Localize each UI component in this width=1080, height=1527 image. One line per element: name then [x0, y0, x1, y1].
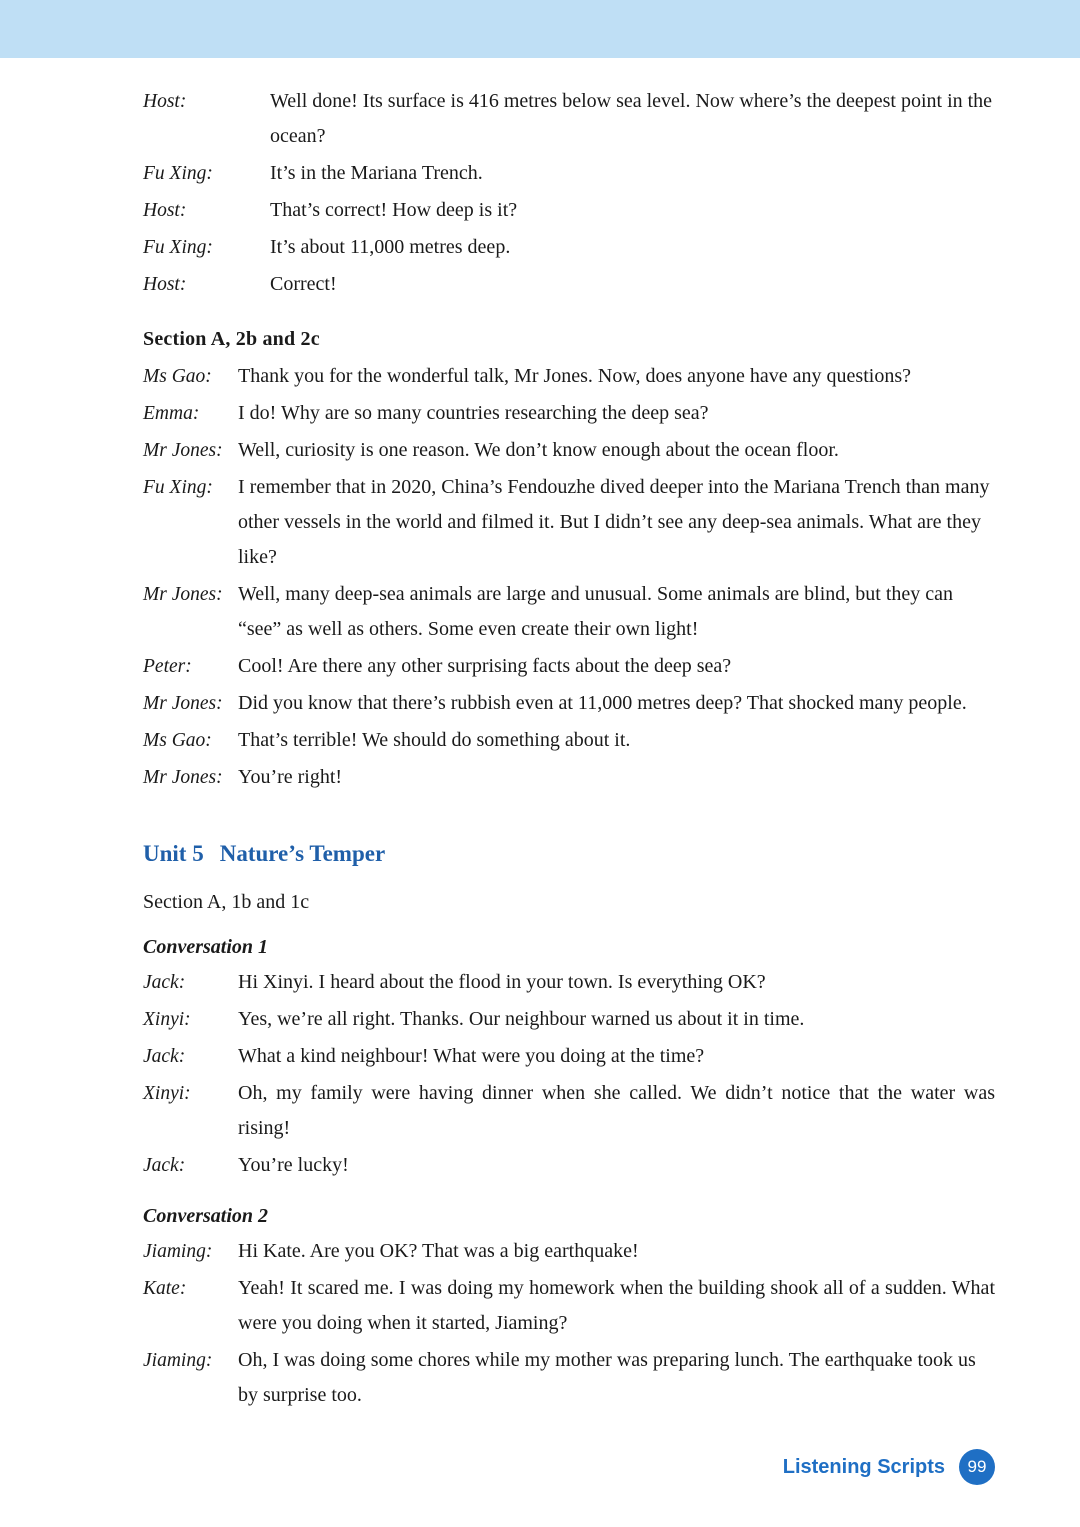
dialogue-block-2b — [143, 359, 995, 795]
unit-heading — [143, 841, 995, 867]
speaker-label: Jack: — [143, 1046, 186, 1067]
dialogue-line — [143, 1039, 995, 1074]
unit-number: Unit 5 — [143, 841, 204, 866]
conversation-2-heading: Conversation 2 — [143, 1205, 269, 1227]
speaker-text: You’re right! — [238, 766, 343, 788]
dialogue-block-conversation-1 — [143, 965, 995, 1183]
dialogue-line — [143, 433, 995, 468]
speaker-label: Host: — [143, 91, 187, 112]
page-body — [0, 58, 1080, 1527]
speaker-text: Did you know that there’s rubbish even at 11,000 metres deep? That shocked many people. — [238, 692, 967, 714]
dialogue-line — [143, 193, 995, 228]
speaker-text: What a kind neighbour! What were you doing at the time? — [238, 1045, 705, 1067]
dialogue-line — [143, 1234, 995, 1269]
speaker-label: Jiaming: — [143, 1350, 213, 1371]
dialogue-line — [143, 649, 995, 684]
speaker-label: Host: — [143, 200, 187, 221]
dialogue-block-conversation-2 — [143, 1234, 995, 1413]
speaker-label: Emma: — [143, 403, 200, 424]
speaker-label: Mr Jones: — [143, 440, 223, 461]
speaker-text: Well, many deep-sea animals are large and unusual. Some animals are blind, but they can “see” as well as others. Some even create their own light! — [238, 583, 954, 640]
speaker-label: Fu Xing: — [143, 163, 213, 184]
speaker-text: Oh, I was doing some chores while my mother was preparing lunch. The earthquake took us by surprise too. — [238, 1349, 976, 1406]
speaker-text: Yeah! It scared me. I was doing my homework when the building shook all of a sudden. What were you doing when it started, Jiaming? — [238, 1277, 995, 1334]
speaker-label: Fu Xing: — [143, 237, 213, 258]
speaker-label: Host: — [143, 274, 187, 295]
speaker-text: Oh, my family were having dinner when she called. We didn’t notice that the water was rising! — [238, 1082, 995, 1139]
header-band — [0, 0, 1080, 58]
unit-title: Nature’s Temper — [219, 841, 386, 866]
dialogue-line — [143, 1076, 995, 1146]
dialogue-line — [143, 1271, 995, 1341]
dialogue-line — [143, 686, 995, 721]
speaker-text: Correct! — [270, 273, 337, 295]
speaker-label: Mr Jones: — [143, 693, 223, 714]
speaker-label: Xinyi: — [143, 1083, 191, 1104]
speaker-label: Kate: — [143, 1278, 187, 1299]
speaker-text: You’re lucky! — [238, 1154, 349, 1176]
dialogue-line — [143, 267, 995, 302]
section-heading-1b: Section A, 1b and 1c — [143, 891, 310, 913]
footer-label: Listening Scripts — [782, 1455, 945, 1478]
conversation-1-heading: Conversation 1 — [143, 936, 269, 958]
dialogue-line — [143, 577, 995, 647]
dialogue-line — [143, 156, 995, 191]
speaker-text: Well, curiosity is one reason. We don’t know enough about the ocean floor. — [238, 439, 839, 461]
speaker-text: That’s terrible! We should do something about it. — [238, 729, 631, 751]
speaker-label: Mr Jones: — [143, 767, 223, 788]
dialogue-line — [143, 723, 995, 758]
footer-inner — [783, 1449, 995, 1485]
speaker-label: Jiaming: — [143, 1241, 213, 1262]
dialogue-line — [143, 1002, 995, 1037]
dialogue-line — [143, 359, 995, 394]
speaker-label: Ms Gao: — [143, 730, 212, 751]
dialogue-line — [143, 1343, 995, 1413]
speaker-text: Yes, we’re all right. Thanks. Our neighbour warned us about it in time. — [238, 1008, 805, 1030]
speaker-text: Well done! Its surface is 416 metres below sea level. Now where’s the deepest point in the ocean? — [270, 90, 993, 147]
speaker-label: Fu Xing: — [143, 477, 213, 498]
speaker-label: Jack: — [143, 1155, 186, 1176]
speaker-text: Hi Kate. Are you OK? That was a big earthquake! — [238, 1240, 639, 1262]
speaker-label: Jack: — [143, 972, 186, 993]
dialogue-line — [143, 470, 995, 575]
speaker-text: Thank you for the wonderful talk, Mr Jones. Now, does anyone have any questions? — [238, 365, 911, 387]
speaker-text: Hi Xinyi. I heard about the flood in your town. Is everything OK? — [238, 971, 766, 993]
script-content — [143, 84, 995, 1415]
speaker-text: I remember that in 2020, China’s Fendouzhe dived deeper into the Mariana Trench than many other vessels in the world and filmed it. But I didn’t see any deep-sea animals. What are they like? — [238, 476, 990, 568]
dialogue-line — [143, 1148, 995, 1183]
dialogue-line — [143, 396, 995, 431]
speaker-label: Xinyi: — [143, 1009, 191, 1030]
speaker-text: It’s about 11,000 metres deep. — [270, 236, 511, 258]
page-footer — [0, 1445, 1080, 1485]
speaker-label: Peter: — [143, 656, 192, 677]
speaker-text: Cool! Are there any other surprising facts about the deep sea? — [238, 655, 732, 677]
dialogue-line — [143, 965, 995, 1000]
page-number-badge: 99 — [959, 1449, 995, 1485]
speaker-label: Mr Jones: — [143, 584, 223, 605]
dialogue-line — [143, 230, 995, 265]
section-heading-2b: Section A, 2b and 2c — [143, 328, 320, 350]
dialogue-line — [143, 760, 995, 795]
dialogue-block-top — [143, 84, 995, 302]
speaker-text: I do! Why are so many countries researching the deep sea? — [238, 402, 709, 424]
speaker-label: Ms Gao: — [143, 366, 212, 387]
dialogue-line — [143, 84, 995, 154]
speaker-text: It’s in the Mariana Trench. — [270, 162, 483, 184]
speaker-text: That’s correct! How deep is it? — [270, 199, 518, 221]
